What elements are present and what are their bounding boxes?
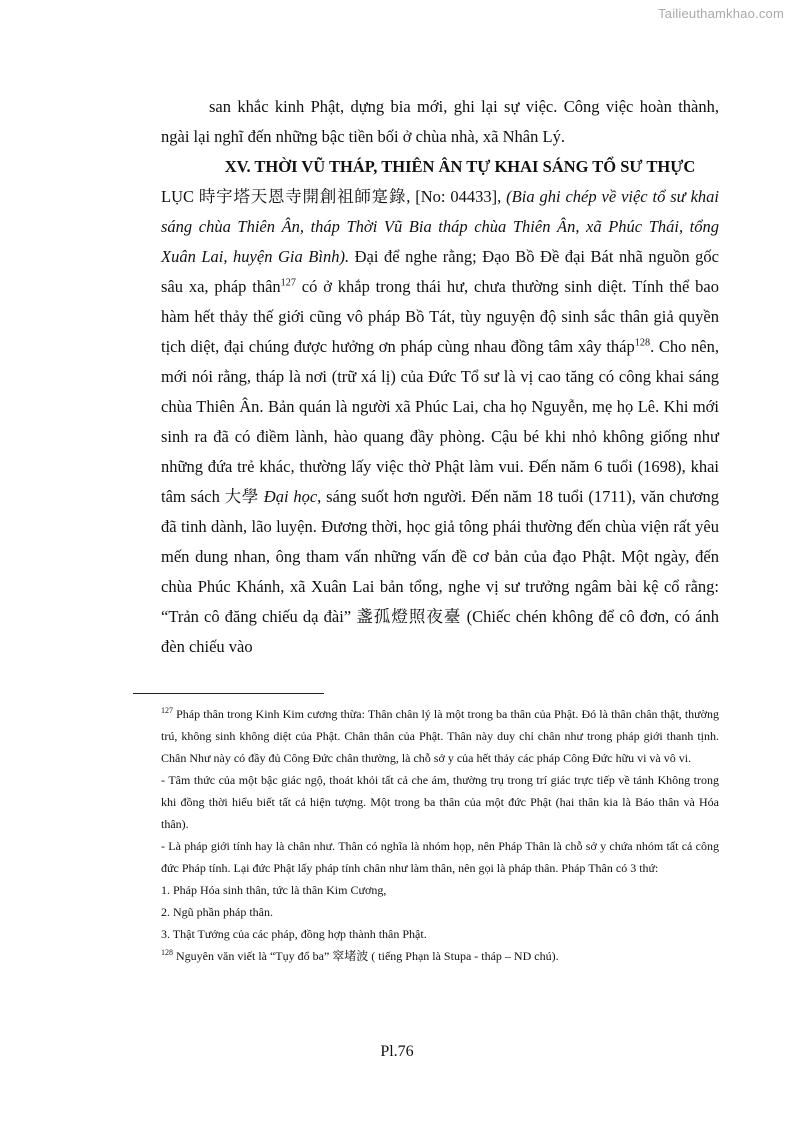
footnote-128-number: 128 [161,948,173,957]
footnotes [161,703,719,967]
footnote-list-item: 3. Thật Tướng của các pháp, đồng hợp thành thân Phật. [161,927,427,941]
para2-italic-dai-hoc: Đại học [263,487,318,506]
para1-line2: lại nghĩ đến những bậc tiền bối ở chùa nhà, xã Nhân Lý. [193,127,565,146]
para2-text-c: Đại để nghe rằng; Đạo Bồ Đề đại Bát nhã nguồn gốc sâu xa, pháp thân [161,247,719,296]
footnote-separator [133,693,324,694]
footnote-128 [161,945,719,967]
footnote-ref-127[interactable]: 127 [280,277,296,289]
footnote-127-text: Pháp thân trong Kinh Kim cương thừa: Thân chân lý là một trong ba thân của Phật. Đó là thân chân thật, thường trú, không sinh không diệt của Phật. Chân thân của Phật. Thân này duy chỉ chân như trong pháp giới thanh tịnh. Chân Như này có đầy đủ Công Đức chân thường, là chỗ sở y của hết thảy các pháp Công Đức hữu vi và vô vi. [161,707,719,765]
page-number: Pl.76 [380,1043,414,1060]
para2-text-d: có ở khắp trong thái hư, chưa thường sinh diệt. Tính thể bao hàm hết thảy thế giới cũng vô pháp Bồ Tát, tùy nguyện độ sinh sắc thân giả quyền tịch diệt, đại chúng được hưởng ơn pháp cùng nhau đồng tâm xây tháp [161,277,719,356]
watermark: Tailieuthamkhao.com [658,6,784,21]
main-text [161,92,719,662]
para2-text-e: . Cho nên, mới nói rằng, tháp là nơi (trữ xá lị) của Đức Tổ sư là vị cao tăng có công khai sáng chùa Thiên Ân. Bản quán là người xã Phúc Lai, cha họ Nguyễn, mẹ họ Lê. Khi mới sinh ra đã có điềm lành, hào quang đầy phòng. Cậu bé khi nhỏ không giống như những đứa trẻ khác, thường lấy việc thờ Phật làm vui. Đến năm 6 tuổi (1698), khai tâm sách 大學 [161,337,719,506]
para1-line1: san khắc kinh Phật, dựng bia mới, ghi lại sự việc. Công việc hoàn thành, ngài [161,97,719,146]
para2-italic-description: (Bia ghi chép về việc tổ sư khai sáng chùa Thiên Ân, tháp Thời Vũ Bia tháp chùa Thiên Ân, xã Phúc Thái, tổng Xuân Lai, huyện Gia Bình). [161,187,719,266]
para2-title: LỤC 時宇塔天恩寺開創祖師寔錄, [No: 04433], [161,187,507,206]
paragraph-2 [161,182,719,662]
footnote-list-item: 2. Ngũ phần pháp thân. [161,905,273,919]
footnote-ref-128[interactable]: 128 [634,337,651,349]
footnote-128-text: Nguyên văn viết là “Tụy đổ ba” 窣堵波 ( tiếng Phạn là Stupa - tháp – ND chú). [173,949,559,963]
footnote-127-point-2: - Tâm thức của một bậc giác ngộ, thoát khỏi tất cả che ám, thường trụ trong trí giác trực tiếp về tánh Không trong khi đồng thời hiểu biết tất cả hiện tượng. Một trong ba thân của một đức Phật (hai thân kia là Báo thân và Hóa thân). [161,773,719,831]
section-heading: XV. THỜI VŨ THÁP, THIÊN ÂN TỰ KHAI SÁNG TỔ SƯ THỰC [224,157,696,176]
footnote-127 [161,703,719,769]
para2-text-g: , sáng suốt hơn người. Đến năm 18 tuổi (1711), văn chương đã tinh dành, lão luyện. Đương thời, học giả tông phái thường đến chùa viện rất yêu mến dung nhan, ông tham vấn những vấn đề cơ bản của đạo Phật. Một ngày, đến chùa Phúc Khánh, xã Xuân Lai bản tổng, nghe vị sư trưởng ngâm bài kệ cổ rằng: “Trản cô đăng chiếu dạ đài” 盞孤燈照夜臺 (Chiếc chén không để cô đơn, có ánh đèn chiếu vào [161,487,719,656]
paragraph-1 [161,92,719,152]
footnote-127-point-3: - Là pháp giới tính hay là chân như. Thân có nghĩa là nhóm họp, nên Pháp Thân là chỗ sở y chứa nhóm tất cả công đức Pháp tính. Lại đức Phật lấy pháp tính chân như làm thân, nên gọi là pháp thân. Pháp Thân có 3 thứ: [161,839,719,875]
footnote-127-number: 127 [161,706,173,715]
footnote-list-item: 1. Pháp Hóa sinh thân, tức là thân Kim Cương, [161,883,387,897]
